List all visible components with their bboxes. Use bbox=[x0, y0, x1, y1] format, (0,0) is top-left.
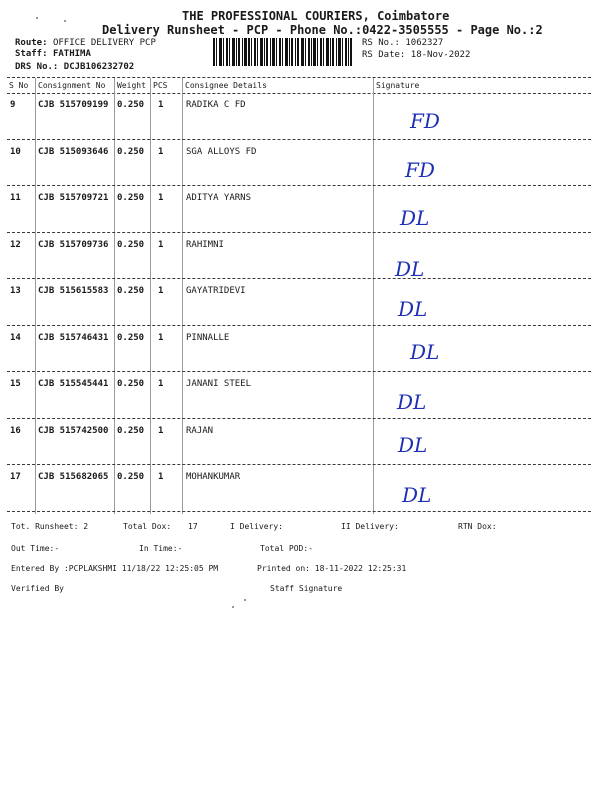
row-signature: DL bbox=[400, 206, 430, 230]
drs-value: DCJB106232702 bbox=[63, 62, 135, 72]
row-weight: 0.250 bbox=[117, 146, 145, 157]
drs-label: DRS No.: bbox=[15, 62, 59, 72]
table-row bbox=[0, 190, 600, 236]
col-header-consignee: Consignee Details bbox=[185, 81, 267, 90]
staff-signature-label: Staff Signature bbox=[270, 584, 343, 593]
ii-delivery-label: II Delivery: bbox=[341, 522, 399, 531]
total-pod-label: Total POD:- bbox=[260, 544, 313, 553]
row-pcs: 1 bbox=[158, 425, 164, 436]
row-signature: DL bbox=[398, 432, 428, 457]
row-signature: DL bbox=[398, 297, 428, 321]
row-consignment-no: CJB 515746431 bbox=[38, 332, 109, 343]
row-consignment-no: CJB 515709721 bbox=[38, 193, 109, 203]
row-consignment-no: CJB 515615583 bbox=[38, 286, 109, 296]
row-pcs: 1 bbox=[158, 332, 164, 343]
barcode bbox=[213, 38, 353, 66]
verified-by: Verified By bbox=[11, 584, 64, 593]
row-sno: 17 bbox=[10, 472, 21, 482]
table-header-rule bbox=[7, 93, 591, 94]
total-dox-label: Total Dox: bbox=[123, 522, 172, 531]
row-consignee: SGA ALLOYS FD bbox=[186, 146, 257, 157]
row-signature: DL bbox=[402, 483, 432, 507]
row-weight: 0.250 bbox=[117, 286, 145, 296]
staff-line bbox=[15, 49, 91, 59]
scan-speck bbox=[64, 20, 66, 22]
table-row bbox=[0, 423, 600, 469]
row-weight: 0.250 bbox=[117, 193, 145, 203]
row-consignee: PINNALLE bbox=[186, 332, 230, 343]
row-divider bbox=[7, 464, 591, 465]
row-pcs: 1 bbox=[158, 193, 164, 203]
rs-no-line bbox=[362, 38, 443, 48]
staff-label: Staff: bbox=[15, 49, 48, 59]
row-weight: 0.250 bbox=[117, 332, 145, 343]
row-signature: FD bbox=[405, 157, 435, 182]
row-consignment-no: CJB 515709199 bbox=[38, 100, 109, 110]
col-header-pcs: PCS bbox=[153, 81, 168, 90]
table-row bbox=[0, 469, 600, 515]
row-consignment-no: CJB 515093646 bbox=[38, 146, 109, 157]
i-delivery-label: I Delivery: bbox=[230, 522, 283, 531]
row-divider bbox=[7, 185, 591, 186]
row-weight: 0.250 bbox=[117, 425, 145, 436]
row-consignee: RAJAN bbox=[186, 425, 214, 436]
table-row bbox=[0, 97, 600, 143]
row-consignee: ADITYA YARNS bbox=[186, 193, 252, 203]
row-sno: 15 bbox=[10, 379, 21, 389]
row-sno: 9 bbox=[10, 100, 16, 110]
rtn-dox-label: RTN Dox: bbox=[458, 522, 497, 531]
row-weight: 0.250 bbox=[117, 472, 145, 482]
route-label: Route: bbox=[15, 38, 48, 48]
rs-no-value: 1062327 bbox=[405, 38, 444, 48]
row-consignment-no: CJB 515709736 bbox=[38, 239, 109, 250]
in-time-label: In Time:- bbox=[139, 544, 183, 553]
route-line bbox=[15, 38, 156, 48]
row-consignee: MOHANKUMAR bbox=[186, 472, 241, 482]
row-consignee: RADIKA C FD bbox=[186, 100, 246, 110]
tot-runsheet bbox=[11, 522, 88, 531]
out-time-label: Out Time:- bbox=[11, 544, 60, 553]
scan-speck bbox=[36, 17, 38, 19]
scan-speck bbox=[244, 599, 246, 601]
total-dox-value: 17 bbox=[188, 522, 198, 531]
rs-date-value: 18-Nov-2022 bbox=[410, 50, 471, 60]
tot-runsheet-label: Tot. Runsheet: bbox=[11, 522, 79, 531]
row-divider bbox=[7, 371, 591, 372]
col-header-signature: Signature bbox=[376, 81, 420, 90]
row-sno: 16 bbox=[10, 425, 21, 436]
entered-by: Entered By :PCPLAKSHMI 11/18/22 12:25:05 PM bbox=[11, 564, 219, 573]
row-sno: 10 bbox=[10, 146, 21, 157]
row-consignee: GAYATRIDEVI bbox=[186, 286, 246, 296]
rs-no-label: RS No.: bbox=[362, 38, 400, 48]
row-pcs: 1 bbox=[158, 239, 164, 250]
row-consignment-no: CJB 515545441 bbox=[38, 379, 109, 389]
row-divider bbox=[7, 511, 591, 512]
row-pcs: 1 bbox=[158, 472, 164, 482]
table-row bbox=[0, 330, 600, 376]
col-header-sno: S No bbox=[9, 81, 29, 90]
row-divider bbox=[7, 278, 591, 279]
row-sno: 13 bbox=[10, 286, 21, 296]
col-header-weight: Weight bbox=[117, 81, 146, 90]
rs-date-label: RS Date: bbox=[362, 50, 406, 60]
row-consignee: RAHIMNI bbox=[186, 239, 224, 250]
runsheet-title: Delivery Runsheet - PCP - Phone No.:0422-3505555 - Page No.:2 bbox=[102, 23, 543, 37]
row-weight: 0.250 bbox=[117, 100, 145, 110]
row-pcs: 1 bbox=[158, 286, 164, 296]
scan-speck bbox=[232, 606, 234, 608]
table-top-rule bbox=[7, 77, 591, 78]
row-sno: 11 bbox=[10, 193, 21, 203]
tot-runsheet-value: 2 bbox=[83, 522, 89, 531]
row-sno: 14 bbox=[10, 332, 21, 343]
drs-line bbox=[15, 62, 134, 72]
row-divider bbox=[7, 418, 591, 419]
row-pcs: 1 bbox=[158, 100, 164, 110]
table-row bbox=[0, 144, 600, 190]
row-divider bbox=[7, 139, 591, 140]
row-consignment-no: CJB 515742500 bbox=[38, 425, 109, 436]
col-header-consignment: Consignment No bbox=[38, 81, 106, 90]
row-signature: DL bbox=[395, 256, 425, 281]
total-dox bbox=[123, 522, 198, 531]
route-value: OFFICE DELIVERY PCP bbox=[52, 38, 156, 48]
table-row bbox=[0, 283, 600, 329]
printed-on: Printed on: 18-11-2022 12:25:31 bbox=[257, 564, 407, 573]
row-divider bbox=[7, 325, 591, 326]
row-pcs: 1 bbox=[158, 379, 164, 389]
row-sno: 12 bbox=[10, 239, 21, 250]
row-consignment-no: CJB 515682065 bbox=[38, 472, 109, 482]
table-row bbox=[0, 376, 600, 422]
rs-date-line bbox=[362, 50, 470, 60]
row-signature: FD bbox=[410, 109, 440, 133]
row-consignee: JANANI STEEL bbox=[186, 379, 252, 389]
table-row bbox=[0, 237, 600, 283]
row-signature: DL bbox=[397, 390, 427, 414]
row-signature: DL bbox=[410, 339, 440, 364]
company-name: THE PROFESSIONAL COURIERS, Coimbatore bbox=[182, 9, 450, 23]
row-divider bbox=[7, 232, 591, 233]
staff-value: FATHIMA bbox=[52, 49, 91, 59]
row-pcs: 1 bbox=[158, 146, 164, 157]
row-weight: 0.250 bbox=[117, 379, 145, 389]
row-weight: 0.250 bbox=[117, 239, 145, 250]
